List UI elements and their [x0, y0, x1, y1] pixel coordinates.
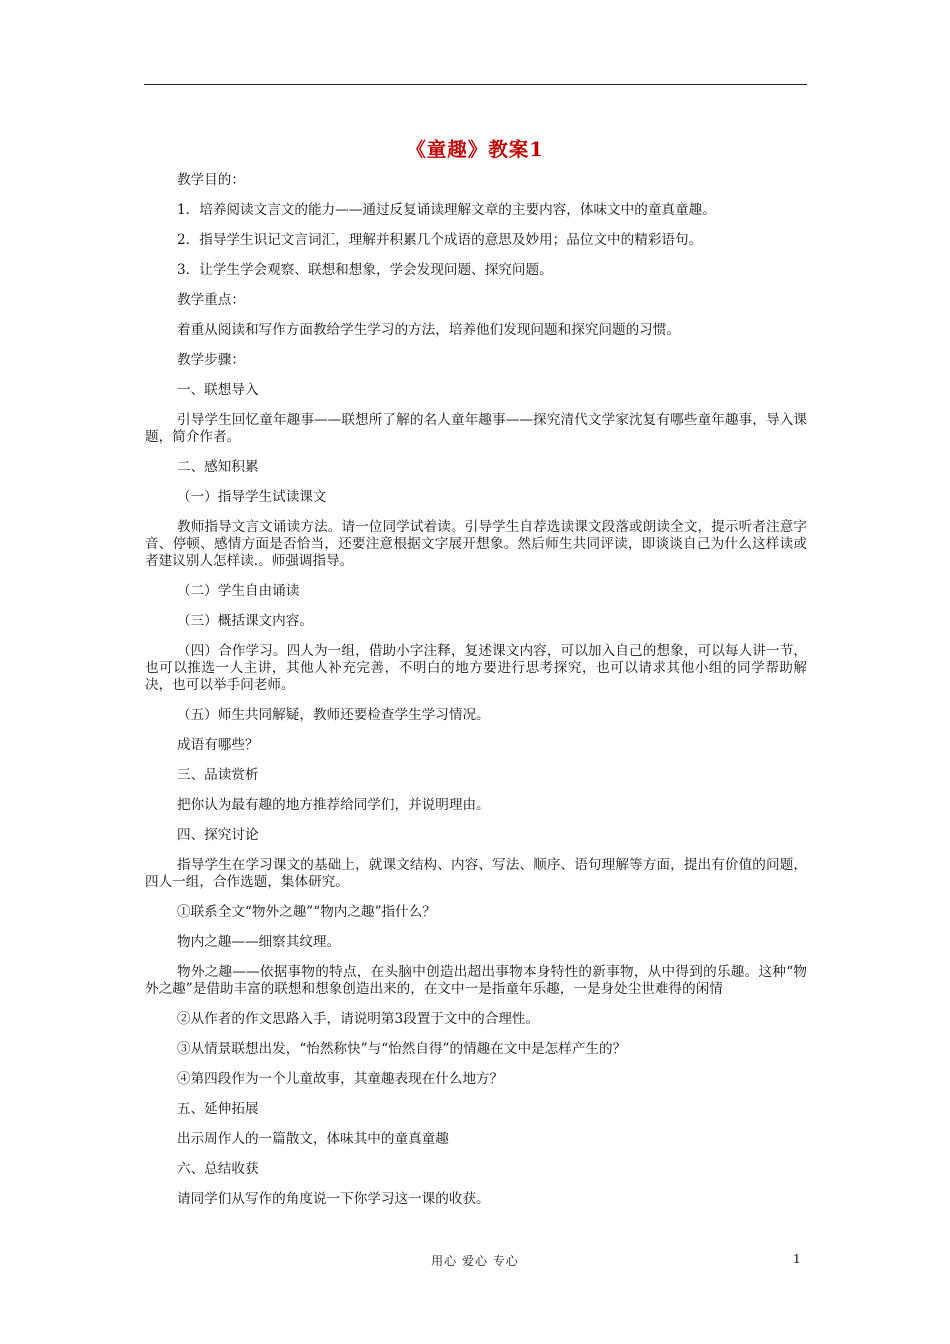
paragraph: 四、探究讨论 [177, 827, 259, 843]
paragraph: 教学重点： [177, 292, 245, 308]
paragraph: 成语有哪些？ [177, 737, 259, 753]
paragraph: 一、联想导入 [177, 382, 259, 398]
paragraph: 3．让学生学会观察、联想和想象，学会发现问题、探究问题。 [177, 262, 553, 278]
paragraph: 教师指导文言文诵读方法。请一位同学试着读。引导学生自荐选读课文段落或朗读全文，提示听者注意字音、停顿、感情方面是否恰当，还要注意根据文字展开想象。然后师生共同评读，即谈谈自己为什么这样读或者建议别人怎样读.。师强调指导。 [145, 519, 807, 569]
document-body [145, 172, 807, 1221]
paragraph: （五）师生共同解疑，教师还要检查学生学习情况。 [177, 707, 490, 723]
paragraph: 请同学们从写作的角度说一下你学习这一课的收获。 [177, 1191, 490, 1207]
paragraph: ②从作者的作文思路入手，请说明第3段置于文中的合理性。 [177, 1011, 540, 1027]
paragraph: 引导学生回忆童年趣事——联想所了解的名人童年趣事——探究清代文学家沈复有哪些童年趣事，导入课题，简介作者。 [145, 412, 807, 445]
paragraph: 教学步骤： [177, 352, 245, 368]
paragraph: 指导学生在学习课文的基础上，就课文结构、内容、写法、顺序、语句理解等方面，提出有价值的问题， 四人一组，合作选题，集体研究。 [145, 857, 807, 890]
paragraph: （一）指导学生试读课文 [177, 489, 327, 505]
paragraph: 把你认为最有趣的地方推荐给同学们，并说明理由。 [177, 797, 490, 813]
paragraph: 五、延伸拓展 [177, 1101, 259, 1117]
paragraph: 物外之趣——依据事物的特点，在头脑中创造出超出事物本身特性的新事物，从中得到的乐趣。这种“物外之趣”是借助丰富的联想和想象创造出来的，在文中一是指童年乐趣，一是身处尘世难得的闲情 [145, 964, 807, 997]
page-number: 1 [793, 1252, 801, 1266]
paragraph: （二）学生自由诵读 [177, 583, 300, 599]
paragraph: （四）合作学习。四人为一组，借助小字注释，复述课文内容，可以加入自己的想象，可以每人讲一节，也可以推选一人主讲，其他人补充完善，不明白的地方要进行思考探究，也可以请求其他小组的同学帮助解决，也可以举手问老师。 [145, 643, 807, 693]
paragraph: 三、品读赏析 [177, 767, 259, 783]
paragraph: ④第四段作为一个儿童故事，其童趣表现在什么地方？ [177, 1071, 504, 1087]
paragraph: 物内之趣——细察其纹理。 [177, 934, 341, 950]
paragraph: 六、总结收获 [177, 1161, 259, 1177]
paragraph: 着重从阅读和写作方面教给学生学习的方法，培养他们发现问题和探究问题的习惯。 [177, 322, 680, 338]
paragraph: 2．指导学生识记文言词汇，理解并积累几个成语的意思及妙用；品位文中的精彩语句。 [177, 232, 703, 248]
paragraph: 1．培养阅读文言文的能力——通过反复诵读理解文章的主要内容，体味文中的童真童趣。 [177, 202, 716, 218]
paragraph: ①联系全文“物外之趣”“物内之趣”指什么？ [177, 904, 436, 920]
paragraph: ③从情景联想出发，“怡然称快”与“怡然自得”的情趣在文中是怎样产生的？ [177, 1041, 627, 1057]
paragraph: （三）概括课文内容。 [177, 613, 313, 629]
footer-text: 用心 爱心 专心 [431, 1254, 519, 1268]
header-rule [144, 84, 807, 85]
paragraph: 二、感知积累 [177, 459, 259, 475]
paragraph: 出示周作人的一篇散文，体味其中的童真童趣 [177, 1131, 449, 1147]
paragraph: 教学目的： [177, 172, 245, 188]
document-title: 《童趣》教案1 [406, 138, 544, 161]
